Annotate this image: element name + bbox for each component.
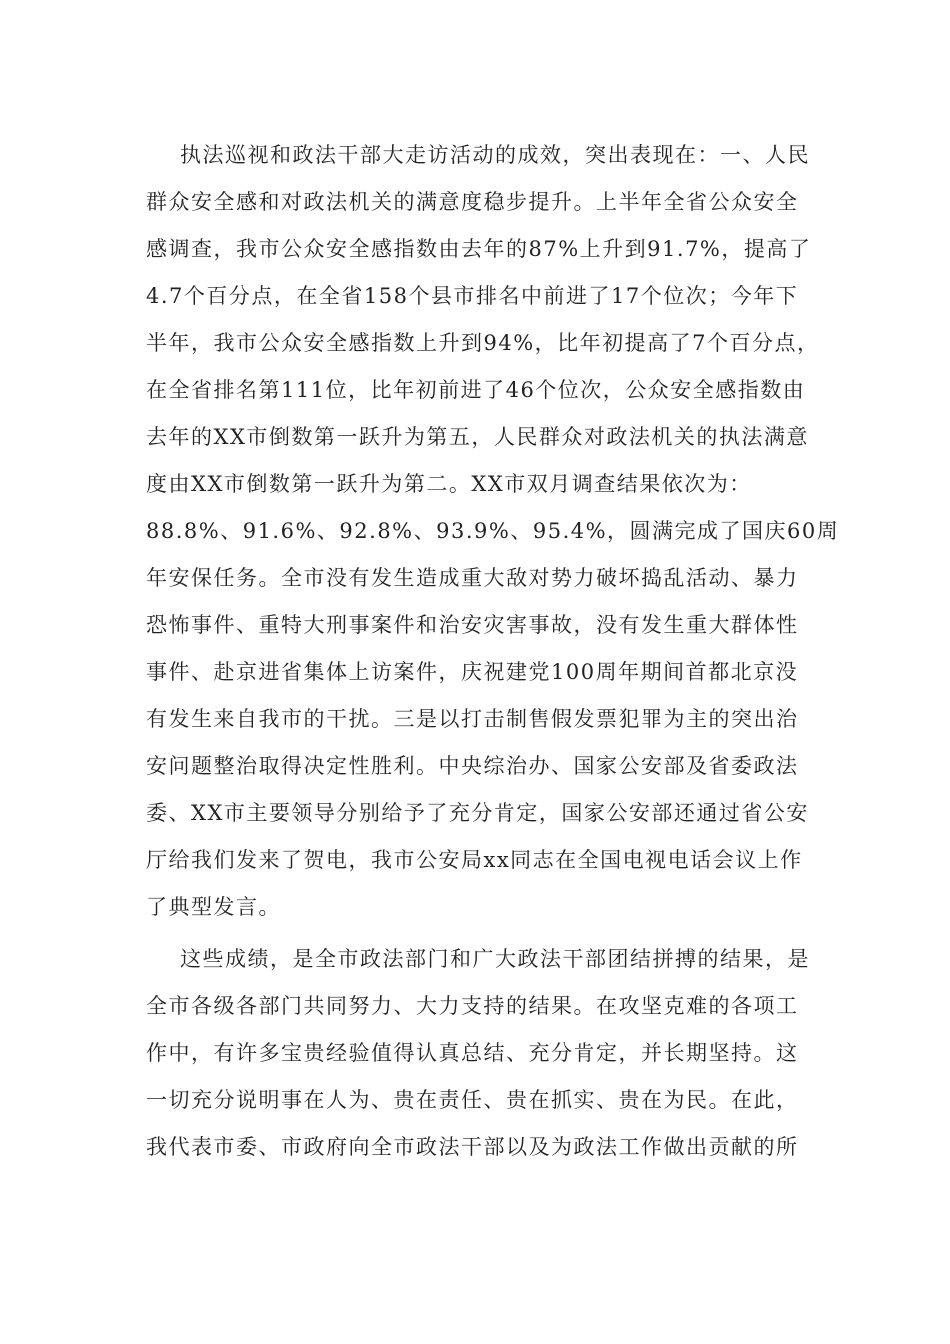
paragraph-line: 厅给我们发来了贺电，我市公安局xx同志在全国电视电话会议上作 bbox=[146, 848, 803, 872]
paragraph-line: 感调查，我市公众安全感指数由去年的87%上升到91.7%，提高了 bbox=[146, 237, 812, 261]
paragraph-line: 安问题整治取得决定性胜利。中央综治办、国家公安部及省委政法 bbox=[146, 754, 799, 778]
paragraph-line: 4.7个百分点，在全省158个县市排名中前进了17个位次；今年下 bbox=[146, 284, 799, 308]
paragraph-line: 恐怖事件、重特大刑事案件和治安灾害事故，没有发生重大群体性 bbox=[146, 613, 799, 637]
paragraph-line: 作中，有许多宝贵经验值得认真总结、充分肯定，并长期坚持。这 bbox=[146, 1041, 799, 1065]
paragraph-achievements bbox=[146, 132, 840, 931]
paragraph-line: 度由XX市倒数第一跃升为第二。XX市双月调查结果依次为： bbox=[146, 472, 752, 496]
paragraph-line: 一切充分说明事在人为、贵在责任、贵在抓实、贵在为民。在此， bbox=[146, 1088, 799, 1112]
paragraph-line: 了典型发言。 bbox=[146, 895, 281, 919]
paragraph-line: 全市各级各部门共同努力、大力支持的结果。在攻坚克难的各项工 bbox=[146, 994, 799, 1018]
paragraph-line: 执法巡视和政法干部大走访活动的成效，突出表现在：一、人民 bbox=[180, 143, 810, 167]
paragraph-line: 委、XX市主要领导分别给予了充分肯定，国家公安部还通过省公安 bbox=[146, 801, 809, 825]
paragraph-line: 有发生来自我市的干扰。三是以打击制售假发票犯罪为主的突出治 bbox=[146, 707, 799, 731]
paragraph-line: 事件、赴京进省集体上访案件，庆祝建党100周年期间首都北京没 bbox=[146, 660, 799, 684]
paragraph-line: 我代表市委、市政府向全市政法干部以及为政法工作做出贡献的所 bbox=[146, 1135, 799, 1159]
document-body bbox=[146, 132, 840, 1171]
paragraph-line: 年安保任务。全市没有发生造成重大敌对势力破坏捣乱活动、暴力 bbox=[146, 566, 799, 590]
paragraph-line: 在全省排名第111位，比年初前进了46个位次，公众安全感指数由 bbox=[146, 378, 806, 402]
paragraph-line: 这些成绩，是全市政法部门和广大政法干部团结拼搏的结果，是 bbox=[180, 947, 810, 971]
paragraph-line: 半年，我市公众安全感指数上升到94%，比年初提高了7个百分点， bbox=[146, 331, 820, 355]
paragraph-line: 88.8%、91.6%、92.8%、93.9%、95.4%，圆满完成了国庆60周 bbox=[146, 519, 840, 543]
paragraph-acknowledgement bbox=[146, 936, 810, 1171]
paragraph-line: 去年的XX市倒数第一跃升为第五，人民群众对政法机关的执法满意 bbox=[146, 425, 809, 449]
paragraph-line: 群众安全感和对政法机关的满意度稳步提升。上半年全省公众安全 bbox=[146, 190, 799, 214]
